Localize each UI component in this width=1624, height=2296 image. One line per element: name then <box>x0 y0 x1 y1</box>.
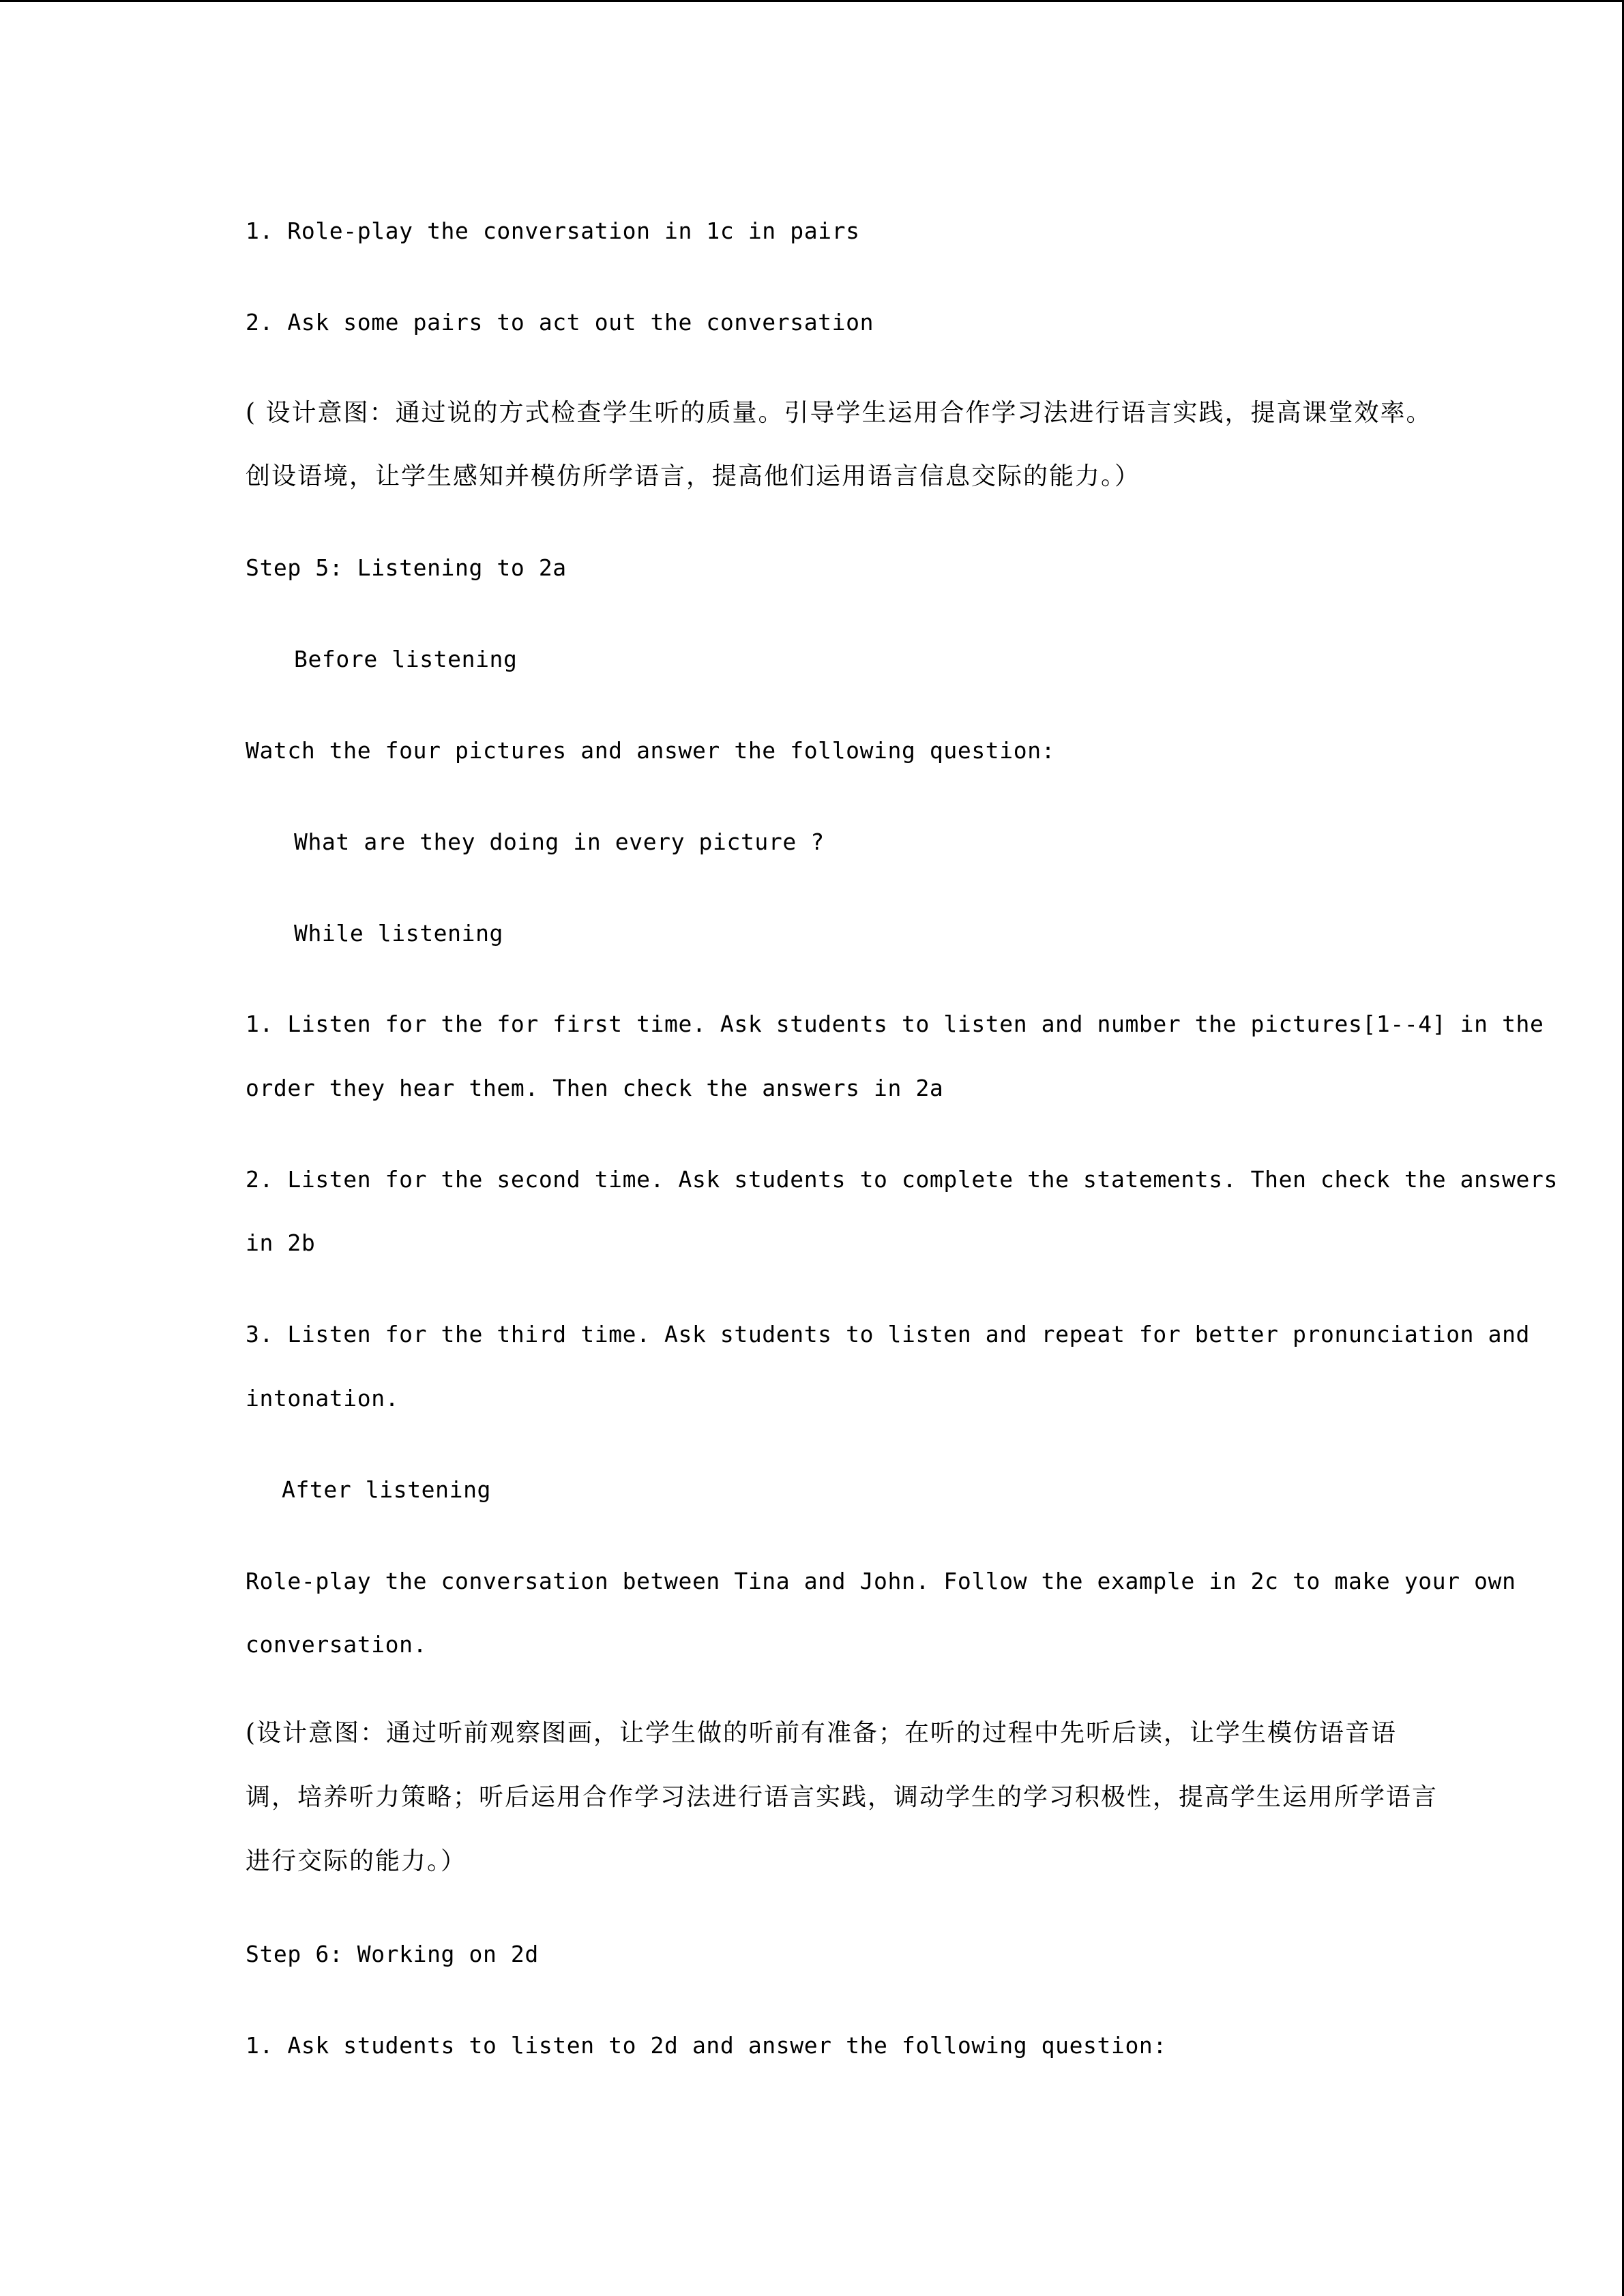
listen-first-time-cont: order they hear them. Then check the answers in 2a <box>246 1075 944 1101</box>
design-intent-note-1-cont: 创设语境，让学生感知并模仿所学语言，提高他们运用语言信息交际的能力。） <box>246 462 1141 490</box>
step-6-heading: Step 6: Working on 2d <box>246 1941 539 1967</box>
listen-second-time: 2. Listen for the second time. Ask students to complete the statements. Then check the answers <box>246 1166 1558 1193</box>
while-listening-heading: While listening <box>294 920 504 946</box>
design-intent-note-1: ( 设计意图：通过说的方式检查学生听的质量。引导学生运用合作学习法进行语言实践，提高课堂效率。 <box>246 399 1432 427</box>
listen-third-time: 3. Listen for the third time. Ask students to listen and repeat for better pronunciation and <box>246 1321 1531 1347</box>
watch-pictures-instruction: Watch the four pictures and answer the following question: <box>246 737 1056 764</box>
design-intent-note-2-end: 进行交际的能力。） <box>246 1847 467 1875</box>
step-item-roleplay-1c: 1. Role-play the conversation in 1c in pairs <box>246 218 860 244</box>
listen-third-time-cont: intonation. <box>246 1385 400 1412</box>
step-6-item-1: 1. Ask students to listen to 2d and answer the following question: <box>246 2032 1167 2059</box>
listen-second-time-cont: in 2b <box>246 1229 316 1256</box>
step-5-heading: Step 5: Listening to 2a <box>246 554 567 581</box>
after-listening-heading: After listening <box>282 1476 492 1503</box>
roleplay-tina-john-cont: conversation. <box>246 1631 428 1658</box>
before-listening-heading: Before listening <box>294 646 518 672</box>
step-item-act-out: 2. Ask some pairs to act out the conversation <box>246 309 874 336</box>
design-intent-note-2: (设计意图：通过听前观察图画，让学生做的听前有准备；在听的过程中先听后读，让学生模仿语音语 <box>246 1719 1398 1747</box>
design-intent-note-2-cont: 调，培养听力策略；听后运用合作学习法进行语言实践，调动学生的学习积极性，提高学生运用所学语言 <box>246 1783 1438 1811</box>
picture-question: What are they doing in every picture ? <box>294 829 825 855</box>
roleplay-tina-john: Role-play the conversation between Tina and John. Follow the example in 2c to make your own <box>246 1568 1516 1594</box>
listen-first-time: 1. Listen for the for first time. Ask students to listen and number the pictures[1--4] in the <box>246 1011 1544 1037</box>
